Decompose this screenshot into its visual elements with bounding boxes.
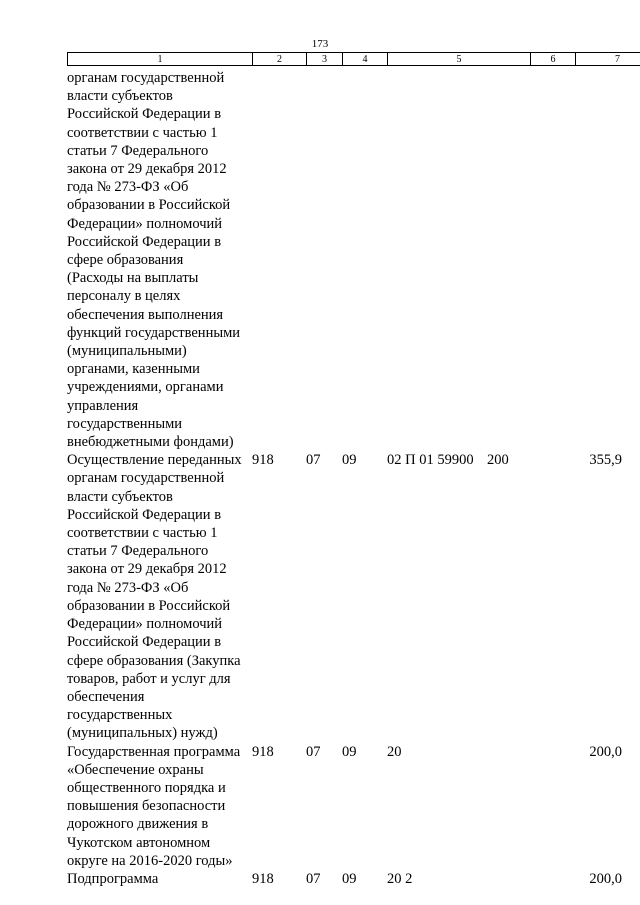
- description-line: Чукотском автономном: [67, 834, 211, 851]
- description-line: сфере образования: [67, 252, 184, 269]
- column-header-5: 5: [388, 53, 531, 66]
- column-header-2: 2: [253, 53, 307, 66]
- column-header-table: [67, 52, 640, 66]
- description-line: обеспечения: [67, 688, 145, 705]
- section-code: 07: [306, 452, 321, 469]
- section-code: 07: [306, 870, 321, 887]
- description-line: Российской Федерации в: [67, 634, 222, 651]
- description-line: органам государственной: [67, 70, 225, 86]
- description-line: общественного порядка и: [67, 779, 226, 796]
- page-number: 173: [311, 38, 329, 50]
- description-line: Осуществление переданных: [67, 452, 242, 469]
- subsection-code: 09: [342, 452, 357, 469]
- description-line: органам государственной: [67, 470, 225, 487]
- target-article-code: 02 П 01 59900: [387, 452, 474, 469]
- row-description: [67, 743, 253, 870]
- row-description: [67, 870, 253, 888]
- description-line: статьи 7 Федерального: [67, 543, 209, 560]
- description-line: соответствии с частью 1: [67, 124, 218, 141]
- description-line: Российской Федерации в: [67, 506, 222, 523]
- amount: 355,9: [589, 452, 622, 469]
- subsection-code: 09: [342, 743, 357, 760]
- description-line: Государственная программа: [67, 743, 241, 760]
- description-line: товаров, работ и услуг для: [67, 670, 231, 687]
- column-header-row: [68, 53, 640, 66]
- row-description: [67, 69, 253, 451]
- description-line: дорожного движения в: [67, 816, 209, 833]
- description-line: (муниципальными): [67, 343, 187, 360]
- target-article-code: 20 2: [387, 870, 413, 887]
- description-line: Федерации» полномочий: [67, 616, 223, 633]
- description-line: государственных: [67, 707, 173, 724]
- description-line: закона от 29 декабря 2012: [67, 561, 227, 578]
- description-line: округе на 2016-2020 годы»: [67, 852, 233, 869]
- ministry-code: 918: [252, 743, 274, 760]
- description-line: года № 273-ФЗ «Об: [67, 179, 189, 196]
- description-line: Российской Федерации в: [67, 106, 222, 123]
- description-line: Российской Федерации в: [67, 233, 222, 250]
- description-line: власти субъектов: [67, 88, 173, 105]
- description-line: государственными: [67, 415, 183, 432]
- expense-type-code: 200: [487, 452, 509, 469]
- description-line: персоналу в целях: [67, 288, 181, 305]
- description-line: функций государственными: [67, 324, 241, 341]
- description-line: соответствии с частью 1: [67, 525, 218, 542]
- description-line: образовании в Российской: [67, 597, 231, 614]
- table-row: [67, 743, 627, 870]
- amount: 200,0: [589, 870, 622, 887]
- column-header-1: 1: [68, 53, 253, 66]
- description-line: управления: [67, 397, 139, 414]
- description-line: Подпрограмма: [67, 870, 159, 887]
- column-header-3: 3: [307, 53, 343, 66]
- table-row-continuation: [67, 69, 627, 451]
- column-header-6: 6: [531, 53, 576, 66]
- description-line: (муниципальных) нужд): [67, 725, 218, 742]
- description-line: «Обеспечение охраны: [67, 761, 204, 778]
- subsection-code: 09: [342, 870, 357, 887]
- description-line: закона от 29 декабря 2012: [67, 161, 227, 178]
- section-code: 07: [306, 743, 321, 760]
- description-line: года № 273-ФЗ «Об: [67, 579, 189, 596]
- row-description: [67, 451, 253, 742]
- description-line: повышения безопасности: [67, 798, 226, 815]
- description-line: Федерации» полномочий: [67, 215, 223, 232]
- description-line: власти субъектов: [67, 488, 173, 505]
- table-row: [67, 870, 627, 888]
- description-line: сфере образования (Закупка: [67, 652, 241, 669]
- description-line: образовании в Российской: [67, 197, 231, 214]
- description-line: учреждениями, органами: [67, 379, 224, 396]
- target-article-code: 20: [387, 743, 402, 760]
- amount: 200,0: [589, 743, 622, 760]
- description-line: органами, казенными: [67, 361, 200, 378]
- column-header-4: 4: [343, 53, 388, 66]
- description-line: (Расходы на выплаты: [67, 270, 199, 287]
- description-line: внебюджетными фондами): [67, 434, 234, 451]
- ministry-code: 918: [252, 452, 274, 469]
- column-header-7: 7: [576, 53, 640, 66]
- table-row: [67, 451, 627, 742]
- description-line: обеспечения выполнения: [67, 306, 224, 323]
- ministry-code: 918: [252, 870, 274, 887]
- description-line: статьи 7 Федерального: [67, 142, 209, 159]
- table-body: [67, 69, 627, 888]
